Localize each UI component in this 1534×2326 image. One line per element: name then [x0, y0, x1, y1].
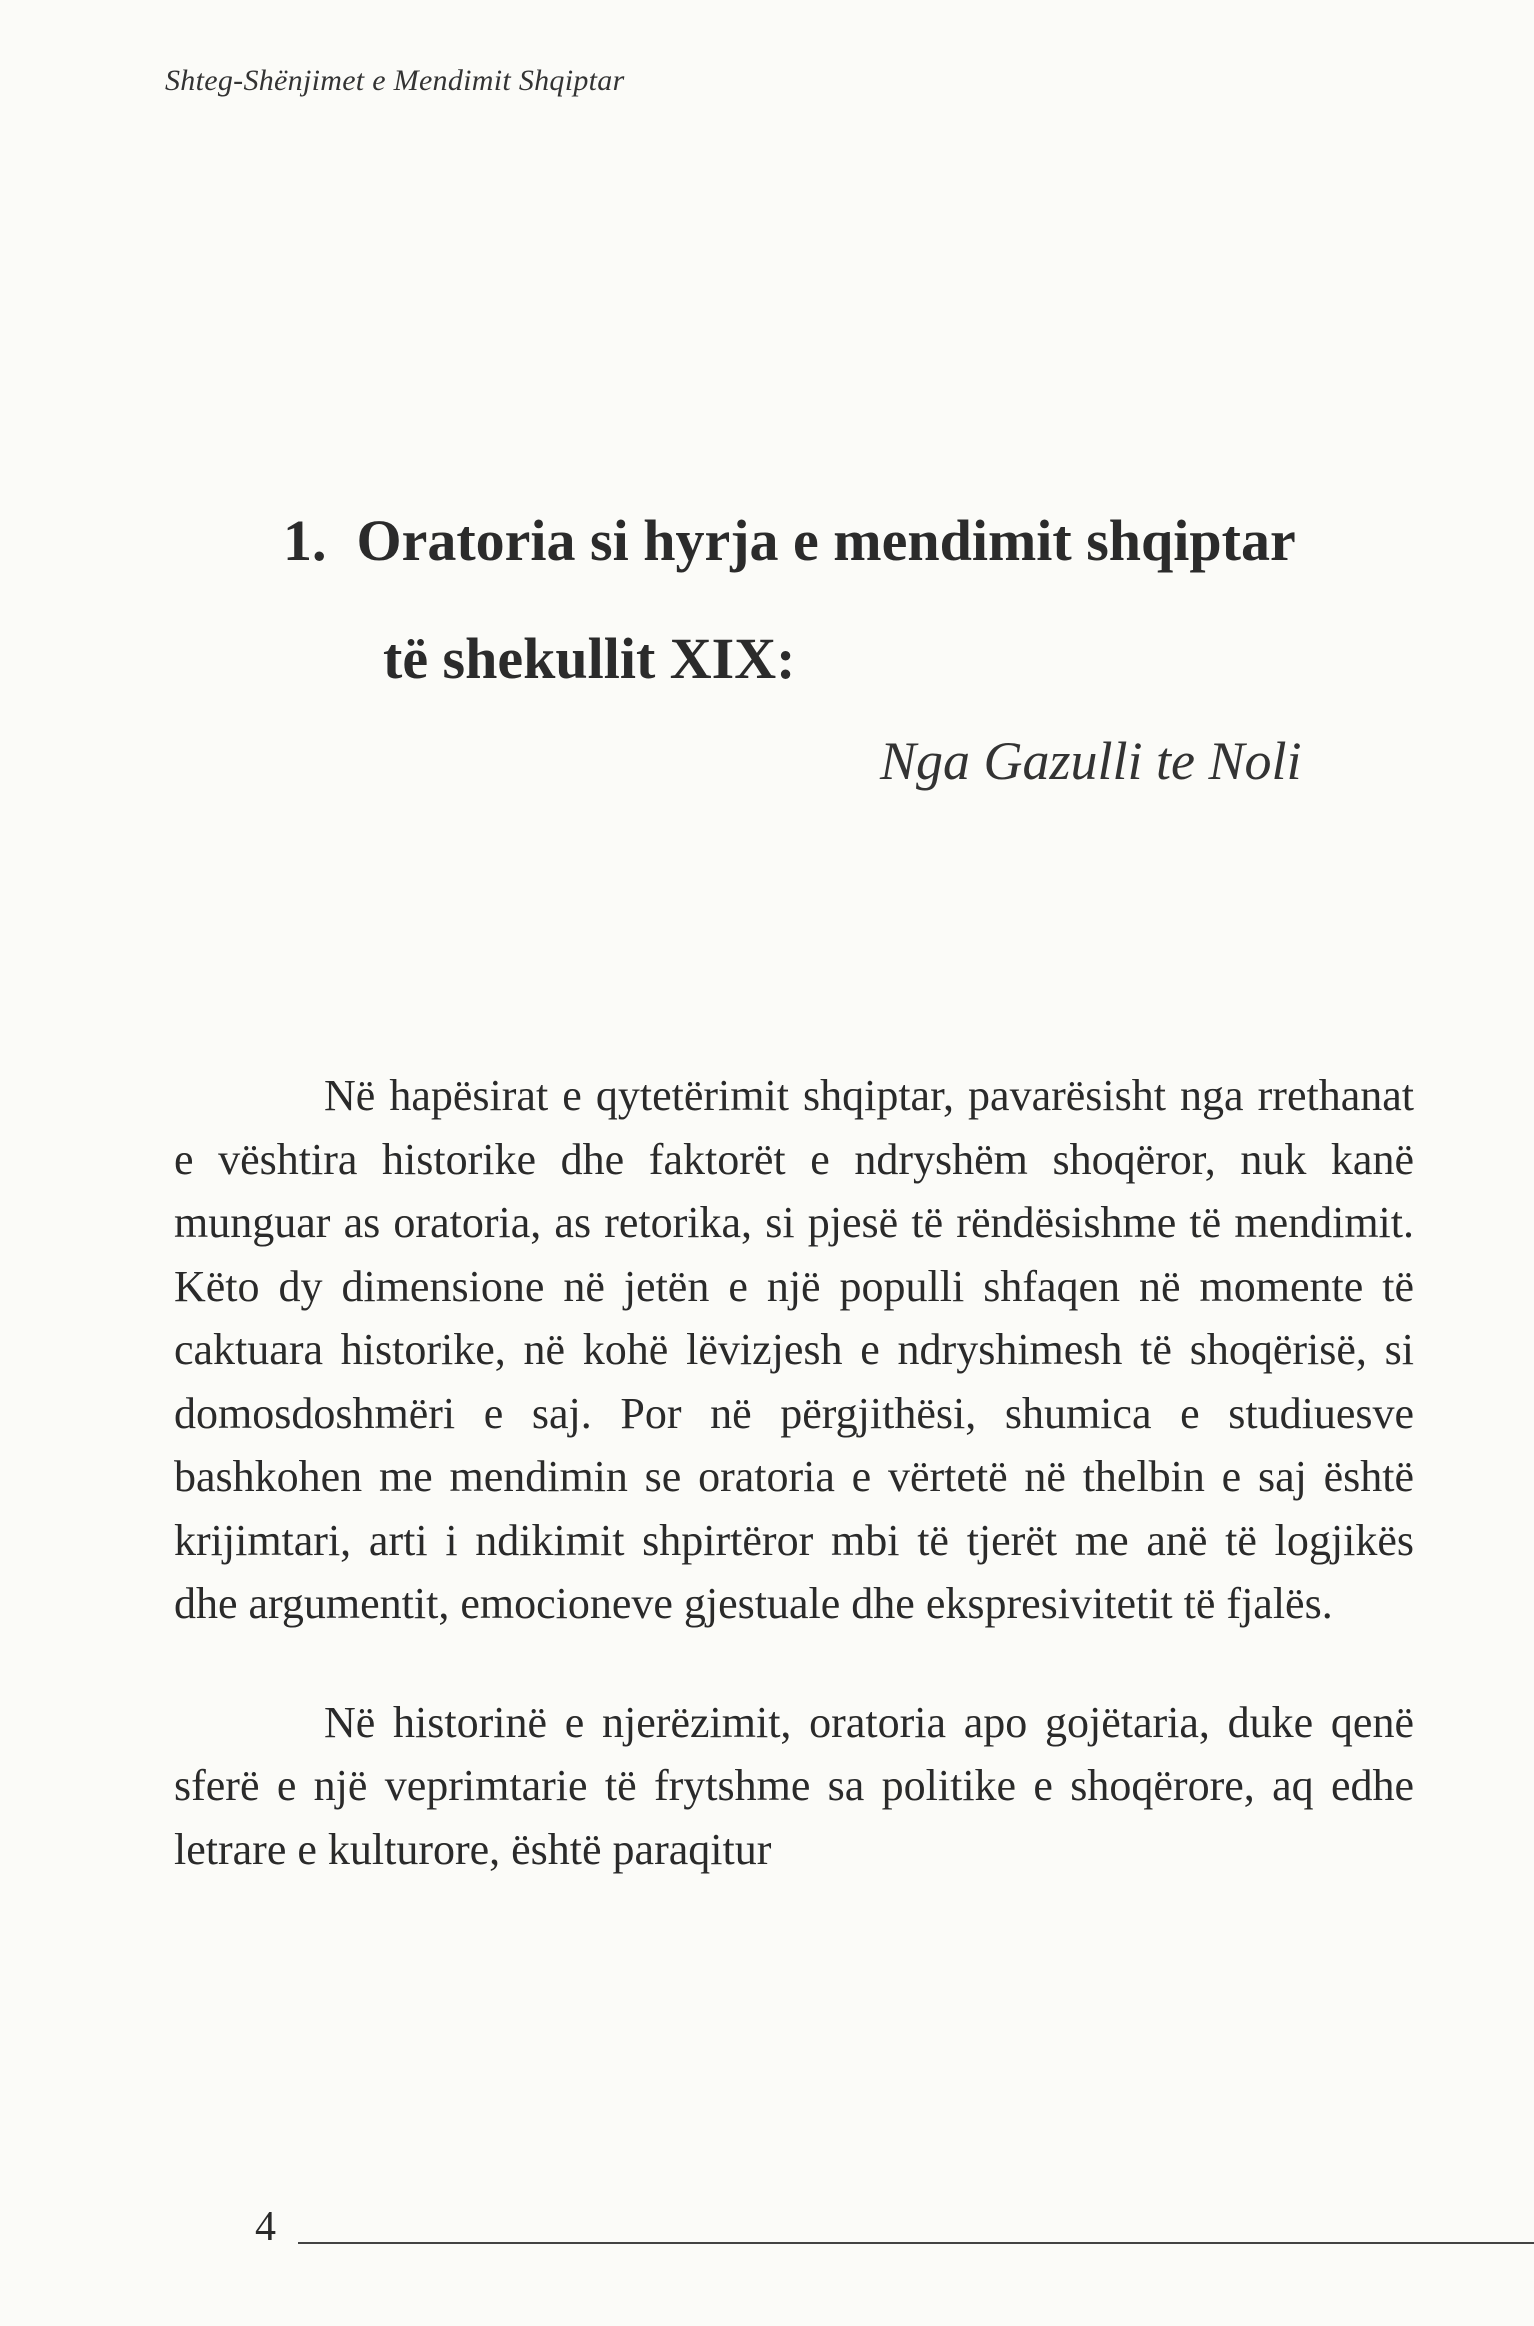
chapter-subtitle: Nga Gazulli te Noli [880, 731, 1302, 791]
body-text [174, 1064, 1414, 1936]
footer-rule [298, 2242, 1534, 2244]
chapter-title-text: Oratoria si hyrja e mendimit shqiptar [356, 507, 1296, 573]
chapter-title [283, 500, 1433, 691]
paragraph: Në hapësirat e qytetërimit shqiptar, pavarësisht nga rrethanat e vështira historike dhe faktorët e ndryshëm shoqëror, nuk kanë munguar as oratoria, as retorika, si pjesë të rëndësishme të mendimit. Këto dy dimensione në jetën e një populli shfaqen në momente të caktuara historike, në kohë lëvizjesh e ndryshimesh të shoqërisë, si domosdoshmëri e saj. Por në përgjithësi, shumica e studiuesve bashkohen me mendimin se oratoria e vërtetë në thelbin e saj është krijimtari, arti i ndikimit shpirtëror mbi të tjerët me anë të logjikës dhe argumentit, emocioneve gjestuale dhe ekspresivitetit të fjalës. [174, 1071, 1414, 1628]
chapter-title-line-1 [283, 500, 1433, 580]
page-number: 4 [255, 2204, 276, 2250]
running-header: Shteg-Shënjimet e Mendimit Shqiptar [165, 64, 625, 97]
paragraph: Në historinë e njerëzimit, oratoria apo gojëtaria, duke qenë sferë e një veprimtarie të frytshme sa politike e shoqërore, aq edhe letrare e kulturore, është paraqitur [174, 1697, 1414, 1874]
chapter-title-line-2: të shekullit XIX: [383, 626, 796, 691]
chapter-number: 1. [283, 507, 327, 573]
page-footer [255, 2206, 1534, 2248]
